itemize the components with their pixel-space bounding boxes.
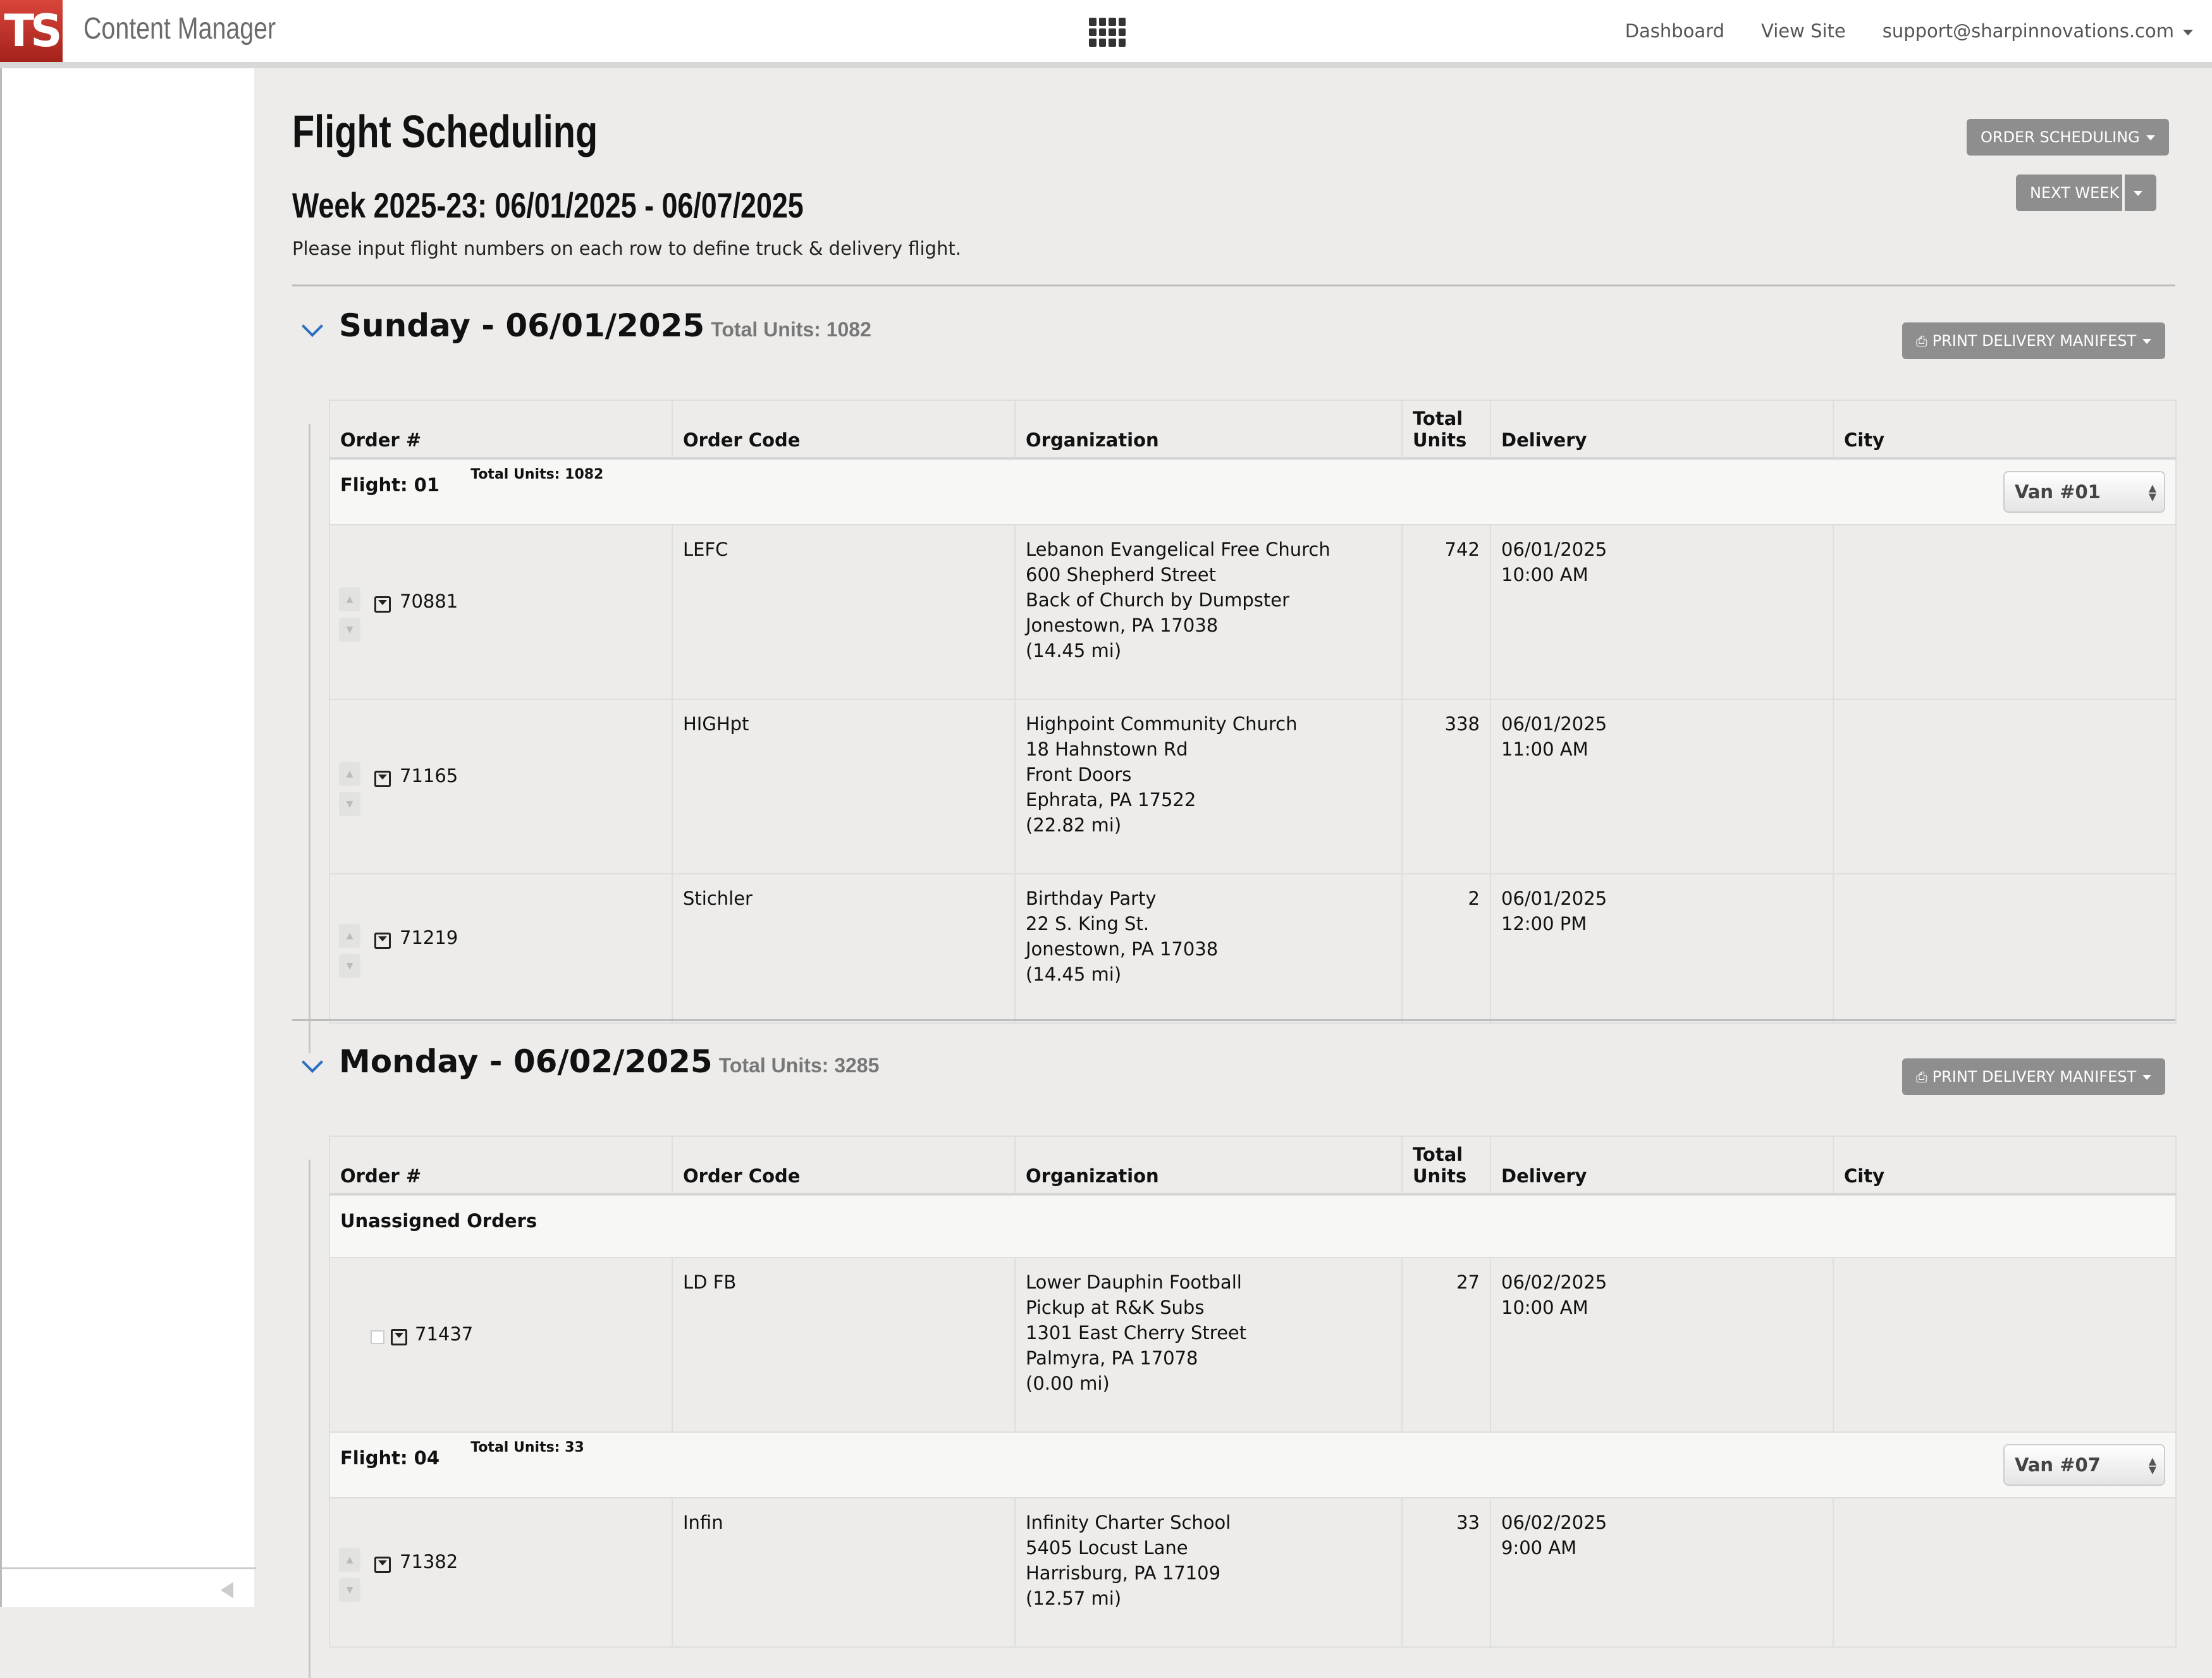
chevron-down-icon — [2142, 1075, 2151, 1080]
delivery-time: 9:00 AM — [1501, 1537, 1577, 1559]
col-city: City — [1833, 1136, 2176, 1194]
org-name: Lebanon Evangelical Free Church — [1026, 539, 1330, 560]
day-title-text: Sunday - 06/01/2025 — [339, 307, 705, 344]
chevron-down-icon — [2142, 339, 2151, 344]
order-number[interactable]: 71219 — [400, 927, 458, 948]
delivery — [1490, 1258, 1833, 1432]
chevron-down-icon — [2146, 135, 2155, 140]
van-select[interactable] — [2003, 471, 2165, 513]
select-arrows-icon: ▲ ▼ — [2148, 1455, 2156, 1476]
org-distance: (14.45 mi) — [1026, 640, 1122, 661]
order-expand-icon[interactable] — [391, 1329, 407, 1345]
order-number[interactable]: 70881 — [400, 591, 458, 612]
org-address: 18 Hahnstown Rd — [1026, 738, 1188, 760]
select-arrows-icon: ▲ ▼ — [2148, 482, 2156, 503]
schedule-table — [329, 400, 2177, 1024]
col-order: Order # — [329, 1136, 672, 1194]
org-name: Birthday Party — [1026, 888, 1157, 909]
delivery — [1490, 1498, 1833, 1647]
day-guide-line — [309, 424, 310, 1053]
order-expand-icon[interactable] — [374, 933, 391, 949]
move-up-icon[interactable]: ▲ — [339, 762, 360, 786]
printer-icon: ⎙ — [1916, 334, 1927, 350]
col-total-units: Total Units — [1402, 400, 1490, 458]
nav-dashboard[interactable]: Dashboard — [1625, 20, 1725, 42]
organization — [1015, 699, 1402, 874]
print-label: PRINT DELIVERY MANIFEST — [1932, 332, 2137, 350]
van-select-value: Van #07 — [2015, 1454, 2101, 1476]
next-week-dropdown[interactable] — [2125, 175, 2156, 211]
order-number[interactable]: 71437 — [415, 1323, 474, 1345]
organization — [1015, 525, 1402, 699]
delivery-time: 12:00 PM — [1501, 913, 1587, 934]
order-code: LEFC — [672, 525, 1015, 699]
chevron-down-icon — [2134, 191, 2142, 196]
move-down-icon[interactable]: ▼ — [339, 618, 360, 642]
delivery-date: 06/01/2025 — [1501, 539, 1607, 560]
org-city: Harrisburg, PA 17109 — [1026, 1562, 1221, 1584]
organization — [1015, 1258, 1402, 1432]
total-units: 27 — [1402, 1258, 1490, 1432]
table-row — [329, 1258, 2176, 1432]
divider — [292, 1019, 2175, 1021]
order-code: LD FB — [672, 1258, 1015, 1432]
order-expand-icon[interactable] — [374, 596, 391, 613]
col-total-units: Total Units — [1402, 1136, 1490, 1194]
select-checkbox[interactable] — [371, 1330, 384, 1344]
order-cell — [329, 1498, 672, 1647]
org-address: 5405 Locust Lane — [1026, 1537, 1188, 1559]
col-order-code: Order Code — [672, 1136, 1015, 1194]
org-city: Jonestown, PA 17038 — [1026, 615, 1219, 636]
city — [1833, 525, 2176, 699]
order-number[interactable]: 71382 — [400, 1551, 458, 1572]
flight-total-units: Total Units: 33 — [470, 1440, 584, 1455]
org-city: Palmyra, PA 17078 — [1026, 1347, 1198, 1369]
col-organization: Organization — [1015, 400, 1402, 458]
move-down-icon[interactable]: ▼ — [339, 1578, 360, 1602]
day-title — [339, 1043, 879, 1080]
collapse-chevron-icon[interactable] — [302, 1051, 323, 1073]
delivery-time: 11:00 AM — [1501, 738, 1588, 760]
day-total-units: Total Units: 3285 — [718, 1054, 880, 1077]
order-scheduling-label: ORDER SCHEDULING — [1981, 128, 2140, 146]
col-organization: Organization — [1015, 1136, 1402, 1194]
chevron-down-icon — [2183, 30, 2193, 35]
org-name: Infinity Charter School — [1026, 1512, 1231, 1533]
order-cell — [329, 1258, 672, 1432]
unassigned-orders-row — [329, 1194, 2176, 1258]
table-header-row — [329, 400, 2176, 458]
schedule-table — [329, 1136, 2177, 1648]
day-title-text: Monday - 06/02/2025 — [339, 1043, 713, 1080]
app-title[interactable]: Content Manager — [83, 12, 276, 46]
delivery-time: 10:00 AM — [1501, 564, 1588, 585]
instructions-text: Please input flight numbers on each row to define truck & delivery flight. — [292, 238, 961, 259]
delivery — [1490, 699, 1833, 874]
order-number[interactable]: 71165 — [400, 765, 458, 787]
org-note: Back of Church by Dumpster — [1026, 589, 1290, 611]
total-units: 338 — [1402, 699, 1490, 874]
van-select[interactable] — [2003, 1444, 2165, 1486]
org-distance: (22.82 mi) — [1026, 814, 1122, 836]
city — [1833, 1258, 2176, 1432]
nav-view-site[interactable]: View Site — [1761, 20, 1846, 42]
delivery — [1490, 874, 1833, 1023]
flight-label: Flight: 01 — [340, 474, 440, 496]
table-row — [329, 874, 2176, 1023]
next-week-button[interactable] — [2016, 175, 2122, 211]
org-city: Ephrata, PA 17522 — [1026, 789, 1196, 811]
move-up-icon[interactable]: ▲ — [339, 587, 360, 611]
col-city: City — [1833, 400, 2176, 458]
order-expand-icon[interactable] — [374, 1557, 391, 1573]
user-menu[interactable] — [1883, 20, 2193, 42]
delivery-date: 06/02/2025 — [1501, 1271, 1607, 1293]
print-delivery-manifest-button[interactable] — [1902, 322, 2165, 359]
day-header — [292, 307, 2177, 352]
city — [1833, 874, 2176, 1023]
week-title: Week 2025-23: 06/01/2025 - 06/07/2025 — [292, 185, 804, 225]
day-total-units: Total Units: 1082 — [711, 318, 871, 341]
order-cell — [329, 699, 672, 874]
table-row — [329, 525, 2176, 699]
move-up-icon[interactable]: ▲ — [339, 924, 360, 948]
org-address: 600 Shepherd Street — [1026, 564, 1216, 585]
printer-icon: ⎙ — [1916, 1070, 1927, 1086]
org-distance: (0.00 mi) — [1026, 1373, 1110, 1394]
move-up-icon[interactable]: ▲ — [339, 1548, 360, 1572]
org-distance: (14.45 mi) — [1026, 964, 1122, 985]
col-delivery: Delivery — [1490, 400, 1833, 458]
print-delivery-manifest-button[interactable] — [1902, 1058, 2165, 1095]
app-logo[interactable]: TS — [0, 0, 63, 62]
org-address: 1301 East Cherry Street — [1026, 1322, 1247, 1344]
flight-total-units: Total Units: 1082 — [470, 467, 604, 482]
org-note: Front Doors — [1026, 764, 1132, 785]
table-header-row — [329, 1136, 2176, 1194]
top-navbar — [0, 0, 2212, 68]
delivery-date: 06/01/2025 — [1501, 713, 1607, 735]
table-row — [329, 1498, 2176, 1647]
delivery-date: 06/01/2025 — [1501, 888, 1607, 909]
day-header — [292, 1043, 2177, 1087]
flight-label: Flight: 04 — [340, 1447, 440, 1469]
table-row — [329, 699, 2176, 874]
page-title: Flight Scheduling — [292, 107, 598, 157]
sidebar — [0, 68, 254, 1607]
city — [1833, 1498, 2176, 1647]
total-units: 742 — [1402, 525, 1490, 699]
divider — [292, 285, 2175, 286]
print-label: PRINT DELIVERY MANIFEST — [1932, 1068, 2137, 1086]
order-cell — [329, 525, 672, 699]
order-code: Stichler — [672, 874, 1015, 1023]
order-cell — [329, 874, 672, 1023]
day-guide-line — [309, 1160, 310, 1678]
collapse-sidebar-icon[interactable] — [221, 1582, 233, 1598]
unassigned-orders-label: Unassigned Orders — [340, 1210, 538, 1232]
flight-row — [329, 1432, 2176, 1498]
org-city: Jonestown, PA 17038 — [1026, 938, 1219, 960]
org-distance: (12.57 mi) — [1026, 1588, 1122, 1609]
org-name: Lower Dauphin Football — [1026, 1271, 1242, 1293]
delivery-time: 10:00 AM — [1501, 1297, 1588, 1318]
apps-grid-icon[interactable] — [1089, 18, 1126, 47]
order-code: HIGHpt — [672, 699, 1015, 874]
user-email: support@sharpinnovations.com — [1882, 20, 2174, 42]
next-week-label: NEXT WEEK — [2030, 184, 2120, 202]
city — [1833, 699, 2176, 874]
order-expand-icon[interactable] — [374, 771, 391, 787]
org-note: Pickup at R&K Subs — [1026, 1297, 1205, 1318]
delivery — [1490, 525, 1833, 699]
org-name: Highpoint Community Church — [1026, 713, 1298, 735]
move-down-icon[interactable]: ▼ — [339, 954, 360, 978]
collapse-chevron-icon[interactable] — [302, 315, 323, 337]
order-scheduling-button[interactable] — [1967, 119, 2169, 156]
day-title — [339, 307, 871, 344]
organization — [1015, 874, 1402, 1023]
sidebar-divider — [2, 1567, 256, 1569]
delivery-date: 06/02/2025 — [1501, 1512, 1607, 1533]
col-order: Order # — [329, 400, 672, 458]
van-select-value: Van #01 — [2015, 481, 2101, 503]
order-code: Infin — [672, 1498, 1015, 1647]
col-order-code: Order Code — [672, 400, 1015, 458]
org-address: 22 S. King St. — [1026, 913, 1150, 934]
top-nav — [1588, 0, 2212, 62]
organization — [1015, 1498, 1402, 1647]
total-units: 2 — [1402, 874, 1490, 1023]
flight-row — [329, 458, 2176, 525]
move-down-icon[interactable]: ▼ — [339, 792, 360, 816]
total-units: 33 — [1402, 1498, 1490, 1647]
col-delivery: Delivery — [1490, 1136, 1833, 1194]
